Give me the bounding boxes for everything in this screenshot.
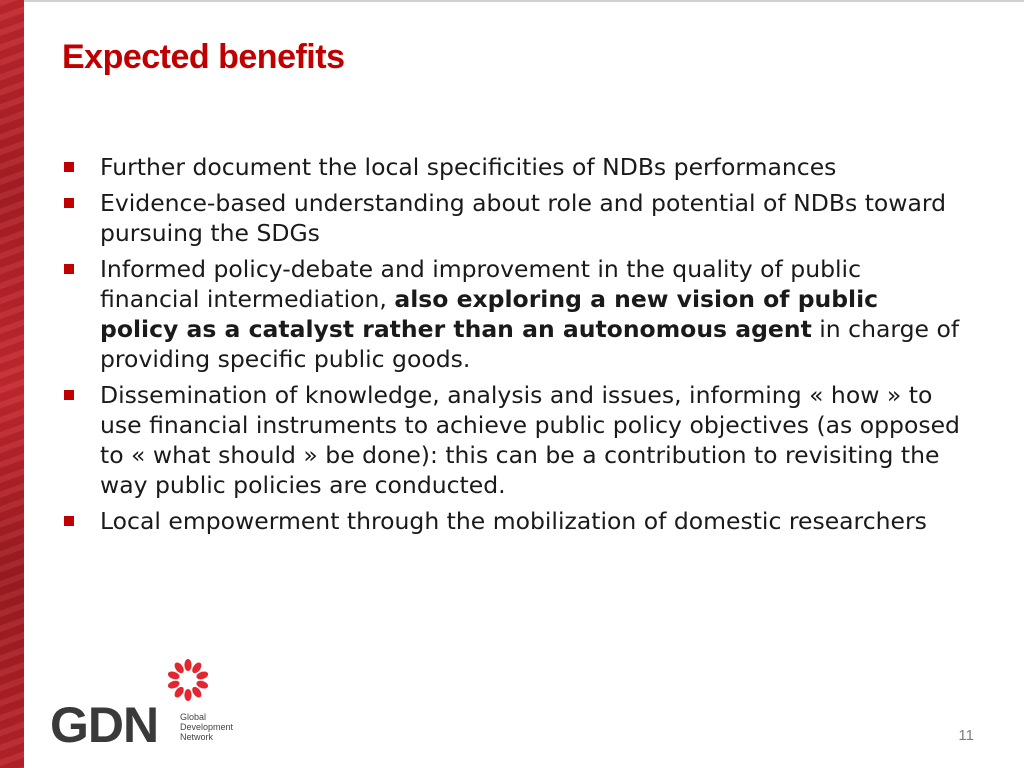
bullet-item — [62, 188, 962, 248]
bullet-list — [62, 152, 962, 542]
square-bullet-icon — [64, 264, 74, 274]
bullet-text: Dissemination of knowledge, analysis and issues, informing « how » to use financial instruments to achieve public policy objectives (as opposed to « what should » be done): this can be a contribution to revisiting the way public policies are conducted. — [100, 381, 960, 499]
top-divider — [24, 0, 1024, 2]
flower-icon — [167, 659, 209, 701]
bullet-text: Evidence-based understanding about role and potential of NDBs toward pursuing the SDGs — [100, 189, 947, 247]
bullet-text-end: in charge of providing specific public goods. — [100, 315, 960, 373]
logo-caption-line: Global — [180, 712, 207, 722]
bullet-item — [62, 152, 962, 182]
square-bullet-icon — [64, 390, 74, 400]
square-bullet-icon — [64, 516, 74, 526]
bullet-text-emphasis: also exploring a new vision of public policy as a catalyst rather than an autonomous agent — [100, 285, 879, 343]
bullet-text: Further document the local specificities of NDBs performances — [100, 153, 837, 181]
square-bullet-icon — [64, 198, 74, 208]
bullet-item — [62, 380, 962, 500]
decorative-side-band — [0, 0, 24, 768]
gdn-logo-caption — [180, 712, 233, 742]
logo-caption-line: Network — [180, 732, 214, 742]
bullet-text-start: Informed policy-debate and improvement in the quality of public financial intermediation, — [100, 255, 861, 313]
square-bullet-icon — [64, 162, 74, 172]
page-number: 11 — [958, 727, 974, 744]
bullet-item — [62, 506, 962, 536]
bullet-text: Local empowerment through the mobilization of domestic researchers — [100, 507, 927, 535]
gdn-logo-letters: GDN — [50, 697, 159, 748]
slide-title: Expected benefits — [62, 38, 345, 76]
bullet-item — [62, 254, 962, 374]
logo-caption-line: Development — [180, 722, 234, 732]
